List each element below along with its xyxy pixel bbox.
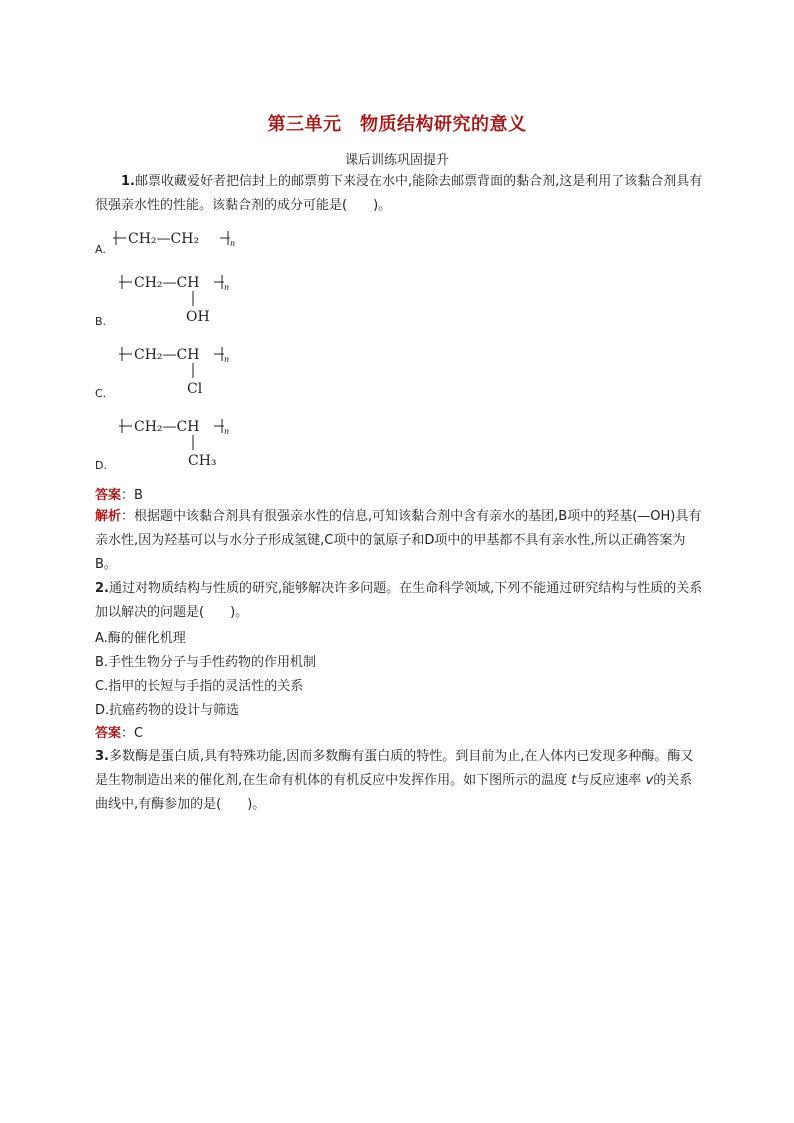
option-c-main: CH₂—CH bbox=[134, 347, 200, 363]
option-c-subscript: n bbox=[224, 355, 230, 364]
question-1-answer bbox=[95, 484, 143, 503]
option-b-formula bbox=[118, 270, 248, 326]
answer-value: ：B bbox=[121, 488, 143, 503]
rate-symbol: v bbox=[645, 773, 654, 788]
question-1-text: 邮票收藏爱好者把信封上的邮票剪下来浸在水中,能除去邮票背面的黏合剂,这是利用了该黏合剂具有很强亲水性的性能。该黏合剂的成分可能是( )。 bbox=[95, 174, 703, 213]
page-subtitle: 课后训练巩固提升 bbox=[344, 153, 449, 168]
question-3-number: 3. bbox=[95, 749, 109, 764]
question-1 bbox=[95, 170, 705, 218]
question-3-text-b: 与反应速率 bbox=[576, 773, 642, 788]
option-d-letter: D. bbox=[95, 459, 107, 472]
option-c-letter: C. bbox=[95, 387, 107, 400]
question-2-answer bbox=[95, 722, 143, 741]
analysis-text: ：根据题中该黏合剂具有很强亲水性的信息,可知该黏合剂中含有亲水的基团,B项中的羟基(—OH)具有亲水性,因为羟基可以与水分子形成氢键,C项中的氯原子和D项中的甲基都不具有亲水性,所以正确答案为B。 bbox=[95, 509, 702, 572]
option-c-formula bbox=[118, 342, 248, 398]
option-c-substituent: Cl bbox=[187, 381, 203, 397]
question-1-analysis bbox=[95, 505, 705, 577]
option-b-substituent: OH bbox=[186, 309, 210, 325]
question-2 bbox=[95, 577, 705, 625]
analysis-label: 解析 bbox=[95, 509, 122, 524]
option-a-formula bbox=[112, 226, 252, 252]
option-d-subscript: n bbox=[224, 427, 230, 436]
question-2-number: 2. bbox=[95, 581, 109, 596]
option-d-substituent: CH₃ bbox=[188, 453, 217, 469]
question-2-option-b: B.手性生物分子与手性药物的作用机制 bbox=[95, 655, 317, 670]
option-a-subscript: n bbox=[230, 239, 236, 248]
answer-label: 答案 bbox=[95, 726, 122, 741]
option-d-formula bbox=[118, 414, 248, 470]
question-3-text-a: 多数酶是蛋白质,具有特殊功能,因而多数酶有蛋白质的特性。到目前为止,在人体内已发现多种酶。酶又是生物制造出来的催化剂,在生命有机体的有机反应中发挥作用。如下图所示的温度 bbox=[95, 749, 694, 788]
answer-label: 答案 bbox=[95, 488, 122, 503]
option-b-subscript: n bbox=[224, 283, 230, 292]
question-3-text-c: 的关系曲线中,有酶参加的是( )。 bbox=[95, 773, 693, 812]
answer-value: ：C bbox=[121, 726, 144, 741]
option-d-main: CH₂—CH bbox=[134, 419, 200, 435]
option-a-letter: A. bbox=[95, 243, 106, 256]
question-2-option-d: D.抗癌药物的设计与筛选 bbox=[95, 703, 240, 718]
question-3 bbox=[95, 745, 705, 817]
option-a-main: CH₂—CH₂ bbox=[128, 231, 200, 247]
question-2-text: 通过对物质结构与性质的研究,能够解决许多问题。在生命科学领域,下列不能通过研究结构与性质的关系加以解决的问题是( )。 bbox=[95, 581, 703, 620]
page-title: 第三单元 物质结构研究的意义 bbox=[267, 114, 527, 135]
temperature-symbol: t bbox=[571, 773, 577, 788]
question-2-option-a: A.酶的催化机理 bbox=[95, 631, 186, 646]
option-b-letter: B. bbox=[95, 315, 107, 328]
question-2-option-c: C.指甲的长短与手指的灵活性的关系 bbox=[95, 679, 304, 694]
option-b-main: CH₂—CH bbox=[134, 275, 200, 291]
question-1-number: 1. bbox=[121, 174, 135, 189]
